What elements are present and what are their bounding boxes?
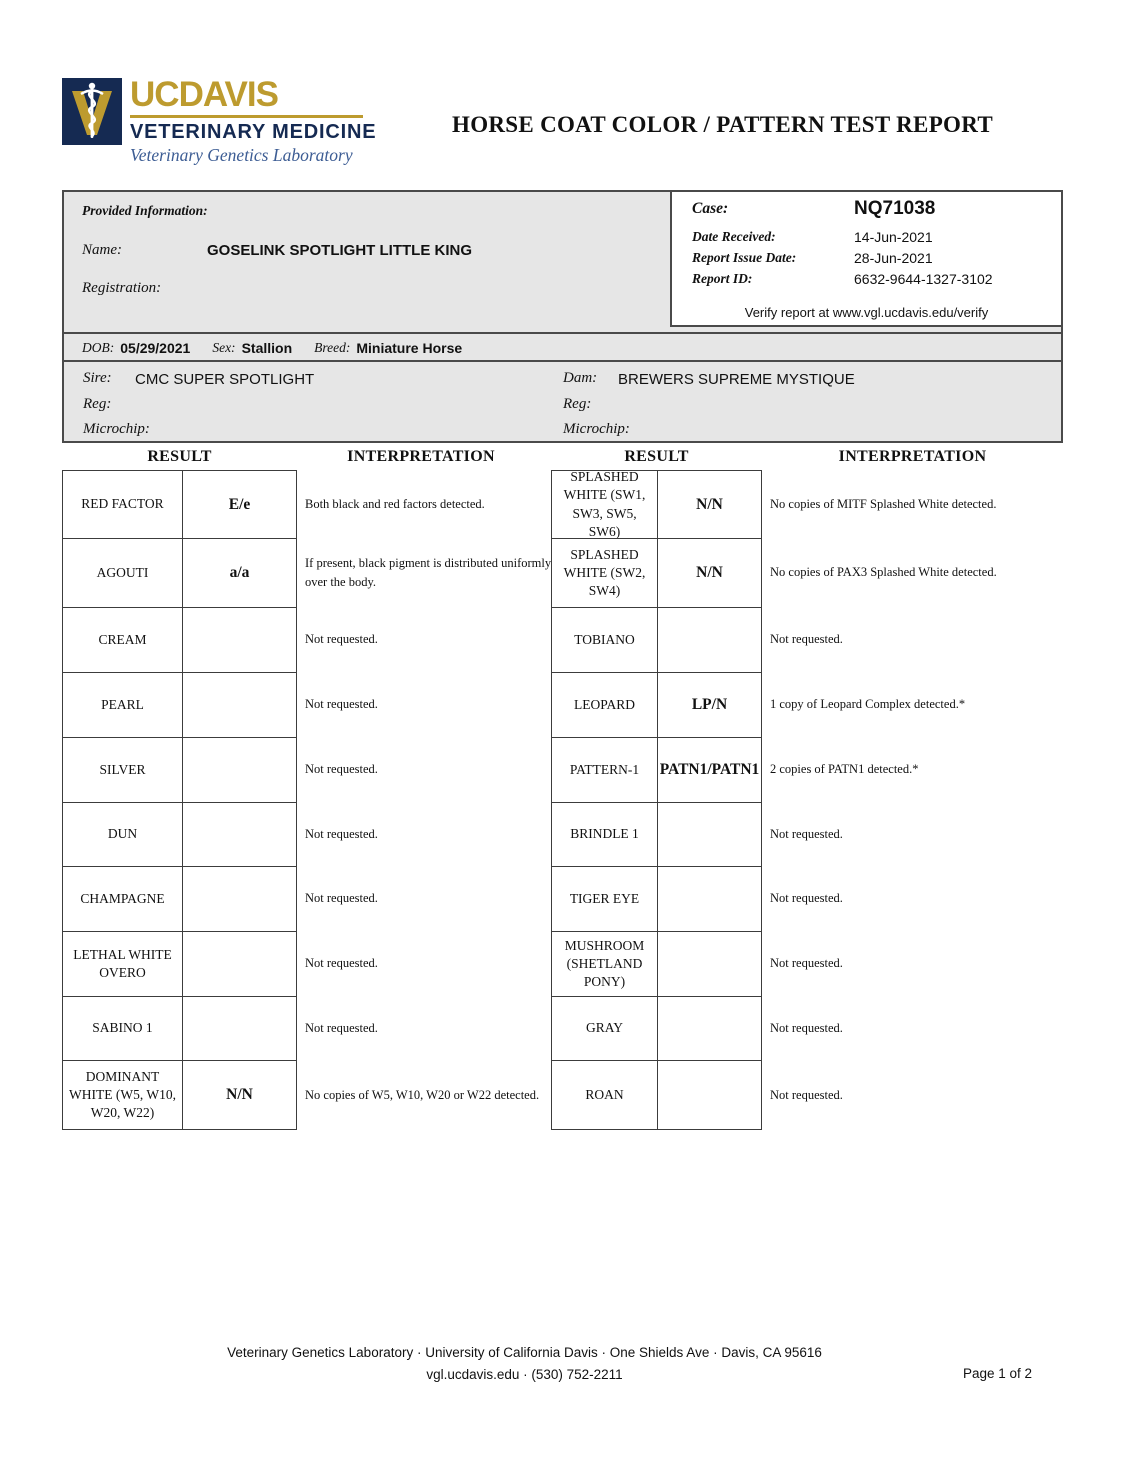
trait-cell: SABINO 1 bbox=[62, 996, 182, 1060]
trait-cell: DOMINANT WHITE (W5, W10, W20, W22) bbox=[62, 1060, 182, 1130]
vgl-caduceus-icon bbox=[62, 78, 122, 145]
result-cell bbox=[657, 802, 762, 866]
right-interpretation-header: INTERPRETATION bbox=[838, 448, 987, 465]
report-id-label: Report ID: bbox=[692, 271, 753, 286]
name-label: Name: bbox=[82, 242, 122, 258]
interpretation-cell: No copies of MITF Splashed White detected. bbox=[770, 496, 997, 511]
result-cell bbox=[182, 672, 297, 737]
vetmed-label: VETERINARY MEDICINE bbox=[130, 121, 377, 143]
interpretation-cell: If present, black pigment is distributed uniformly over the body. bbox=[305, 556, 552, 589]
interpretation-cell: Not requested. bbox=[305, 632, 378, 647]
trait-cell: TIGER EYE bbox=[551, 866, 657, 931]
trait-cell: AGOUTI bbox=[62, 538, 182, 607]
result-cell bbox=[657, 996, 762, 1060]
case-number: NQ71038 bbox=[854, 198, 936, 219]
trait-cell: CHAMPAGNE bbox=[62, 866, 182, 931]
trait-cell: MUSHROOM (SHETLAND PONY) bbox=[551, 931, 657, 996]
dob-value: 05/29/2021 bbox=[120, 340, 191, 356]
result-cell bbox=[182, 607, 297, 672]
result-cell: PATN1/PATN1 bbox=[657, 737, 762, 802]
trait-cell: GRAY bbox=[551, 996, 657, 1060]
report-issue-date-label: Report Issue Date: bbox=[692, 250, 797, 265]
result-cell bbox=[657, 931, 762, 996]
info-box bbox=[62, 190, 1063, 443]
sire-microchip-label: Microchip: bbox=[83, 421, 150, 437]
trait-cell: SILVER bbox=[62, 737, 182, 802]
result-cell: LP/N bbox=[657, 672, 762, 737]
provided-info-heading: Provided Information: bbox=[82, 203, 208, 218]
trait-cell: ROAN bbox=[551, 1060, 657, 1130]
result-cell: N/N bbox=[657, 470, 762, 538]
trait-cell: LEOPARD bbox=[551, 672, 657, 737]
result-cell: N/N bbox=[182, 1060, 297, 1130]
trait-cell: SPLASHED WHITE (SW2, SW4) bbox=[551, 538, 657, 607]
interpretation-cell: Not requested. bbox=[305, 697, 378, 712]
footer-address: Veterinary Genetics Laboratory · University of California Davis · One Shields Ave · Davis, CA 95616 bbox=[227, 1345, 822, 1360]
page-title: HORSE COAT COLOR / PATTERN TEST REPORT bbox=[452, 112, 993, 137]
result-cell bbox=[182, 802, 297, 866]
results-table-left bbox=[62, 470, 555, 1130]
result-cell bbox=[182, 737, 297, 802]
trait-cell: PEARL bbox=[62, 672, 182, 737]
interpretation-cell: 1 copy of Leopard Complex detected.* bbox=[770, 697, 966, 712]
dam-reg-label: Reg: bbox=[563, 396, 592, 412]
breed-value: Miniature Horse bbox=[356, 340, 463, 356]
interpretation-cell: Not requested. bbox=[770, 891, 843, 906]
interpretation-cell: Not requested. bbox=[305, 762, 378, 777]
trait-cell: PATTERN-1 bbox=[551, 737, 657, 802]
report-issue-date-value: 28-Jun-2021 bbox=[854, 250, 933, 266]
sex-value: Stallion bbox=[241, 340, 293, 356]
result-cell bbox=[182, 866, 297, 931]
sire-value: CMC SUPER SPOTLIGHT bbox=[135, 371, 315, 388]
results-table-right bbox=[551, 470, 1062, 1130]
interpretation-cell: No copies of W5, W10, W20 or W22 detected. bbox=[305, 1087, 540, 1102]
dob-row bbox=[64, 332, 1061, 362]
trait-cell: DUN bbox=[62, 802, 182, 866]
result-cell bbox=[182, 931, 297, 996]
dam-value: BREWERS SUPREME MYSTIQUE bbox=[618, 371, 855, 388]
result-cell: a/a bbox=[182, 538, 297, 607]
trait-cell: CREAM bbox=[62, 607, 182, 672]
date-received-value: 14-Jun-2021 bbox=[854, 229, 933, 245]
interpretation-cell: Both black and red factors detected. bbox=[305, 496, 485, 511]
trait-cell: SPLASHED WHITE (SW1, SW3, SW5, SW6) bbox=[551, 470, 657, 538]
dam-microchip-label: Microchip: bbox=[563, 421, 630, 437]
verify-note: Verify report at www.vgl.ucdavis.edu/verify bbox=[744, 305, 989, 320]
left-interpretation-header: INTERPRETATION bbox=[347, 448, 495, 465]
result-cell bbox=[182, 996, 297, 1060]
gold-rule bbox=[130, 115, 363, 118]
result-cell: N/N bbox=[657, 538, 762, 607]
sire-label: Sire: bbox=[83, 370, 112, 386]
registration-label: Registration: bbox=[82, 280, 162, 296]
trait-cell: RED FACTOR bbox=[62, 470, 182, 538]
dam-label: Dam: bbox=[563, 370, 598, 386]
sex-label: Sex: bbox=[212, 340, 236, 355]
result-cell: E/e bbox=[182, 470, 297, 538]
case-box bbox=[670, 190, 1063, 327]
interpretation-cell: Not requested. bbox=[770, 1020, 843, 1035]
interpretation-cell: 2 copies of PATN1 detected.* bbox=[770, 762, 919, 777]
result-cell bbox=[657, 866, 762, 931]
name-value: GOSELINK SPOTLIGHT LITTLE KING bbox=[207, 242, 472, 259]
interpretation-cell: Not requested. bbox=[770, 956, 843, 971]
footer bbox=[62, 1342, 987, 1386]
interpretation-cell: Not requested. bbox=[770, 632, 843, 647]
ucdavis-wordmark bbox=[130, 76, 278, 114]
vgl-lab-label: Veterinary Genetics Laboratory bbox=[130, 145, 353, 165]
wordmark-uc: UC bbox=[130, 75, 179, 114]
trait-cell: BRINDLE 1 bbox=[551, 802, 657, 866]
interpretation-cell: No copies of PAX3 Splashed White detected. bbox=[770, 565, 997, 580]
sire-reg-label: Reg: bbox=[83, 396, 112, 412]
dob-label: DOB: bbox=[82, 340, 115, 355]
footer-contact: vgl.ucdavis.edu · (530) 752-2211 bbox=[426, 1367, 623, 1382]
interpretation-cell: Not requested. bbox=[770, 1087, 843, 1102]
interpretation-cell: Not requested. bbox=[305, 1020, 378, 1035]
case-label: Case: bbox=[692, 200, 729, 217]
breed-label: Breed: bbox=[314, 340, 351, 355]
date-received-label: Date Received: bbox=[692, 229, 776, 244]
trait-cell: LETHAL WHITE OVERO bbox=[62, 931, 182, 996]
result-cell bbox=[657, 1060, 762, 1130]
interpretation-cell: Not requested. bbox=[770, 826, 843, 841]
result-cell bbox=[657, 607, 762, 672]
interpretation-cell: Not requested. bbox=[305, 891, 378, 906]
interpretation-cell: Not requested. bbox=[305, 826, 378, 841]
report-id-value: 6632-9644-1327-3102 bbox=[854, 271, 993, 287]
wordmark-davis: DAVIS bbox=[178, 75, 278, 114]
trait-cell: TOBIANO bbox=[551, 607, 657, 672]
left-result-header: RESULT bbox=[147, 448, 212, 465]
interpretation-cell: Not requested. bbox=[305, 956, 378, 971]
page-indicator: Page 1 of 2 bbox=[963, 1366, 1033, 1381]
right-result-header: RESULT bbox=[624, 448, 689, 465]
parentage-row bbox=[64, 360, 1061, 441]
